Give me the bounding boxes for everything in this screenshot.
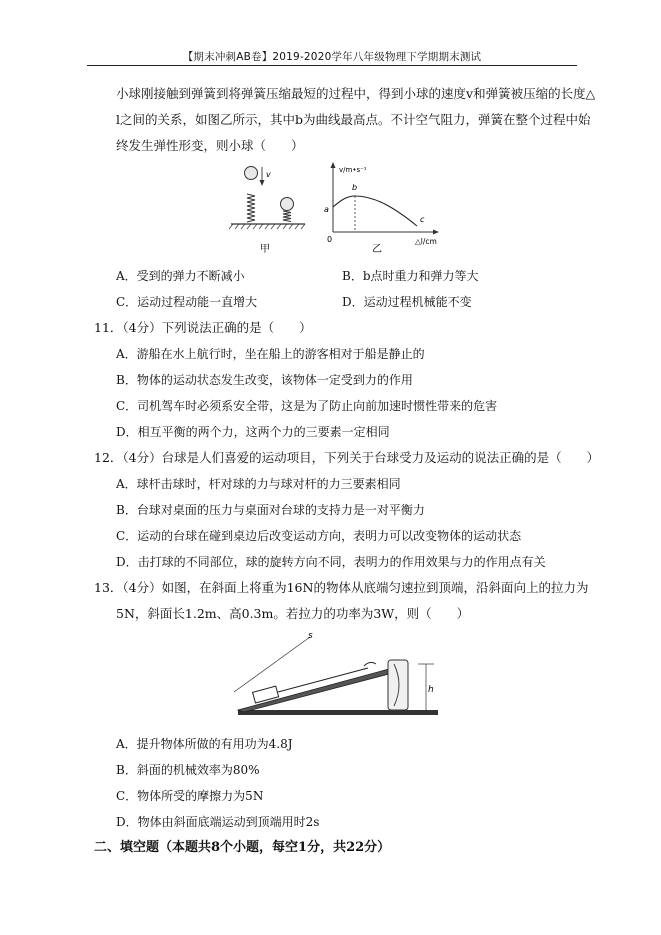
x-axis-arrow (433, 230, 439, 235)
q11-option-d: D．相互平衡的两个力，这两个力的三要素一定相同 (116, 425, 390, 439)
q12-option-a: A．球杆击球时，杆对球的力与球对杆的力三要素相同 (116, 477, 401, 491)
support-block (388, 660, 408, 710)
ground-hatch (229, 224, 305, 229)
header-rule (87, 65, 577, 66)
q10-stem-line-2: l之间的关系，如图乙所示，其中b为曲线最高点。不计空气阻力，弹簧在整个过程中始 (116, 112, 591, 127)
h-label: h (428, 685, 434, 695)
q11-option-c: C．司机驾车时必须系安全带，这是为了防止向前加速时惯性带来的危害 (116, 399, 498, 413)
y-axis-label: v/m•s⁻¹ (339, 166, 367, 174)
figure-yi (324, 162, 439, 255)
s-dimension-line (234, 637, 310, 692)
spring-compressed (283, 211, 291, 222)
point-a-label: a (324, 205, 329, 214)
point-b-label: b (352, 183, 358, 192)
origin-label: 0 (327, 235, 333, 244)
q10-stem-line-3: 终发生弹性形变，则小球（ ） (116, 138, 304, 153)
v-label: v (266, 170, 271, 179)
q13-stem-line-2: 5N，斜面长1.2m、高0.3m。若拉力的功率为3W，则（ ） (116, 606, 470, 621)
x-axis-label: △l/cm (415, 237, 437, 246)
q10-option-c: C．运动过程动能一直增大 (116, 295, 258, 309)
q10-stem-line-1: 小球刚接触到弹簧到将弹簧压缩最短的过程中，得到小球的速度v和弹簧被压缩的长度△ (116, 86, 596, 101)
page-header: 【期末冲刺AB卷】2019-2020学年八年级物理下学期期末测试 (182, 51, 482, 63)
figure-jia (229, 167, 305, 256)
q11-stem: 11．（4分）下列说法正确的是（ ） (94, 320, 312, 335)
q10-figure (225, 160, 455, 260)
q10-option-d: D．运动过程机械能不变 (342, 295, 472, 309)
q13-option-c: C．物体所受的摩擦力为5N (116, 789, 264, 803)
q10-option-a: A．受到的弹力不断减小 (116, 269, 245, 283)
ball-falling (245, 167, 258, 180)
pulling-hand (364, 662, 376, 666)
q13-stem-line-1: 13．（4分）如图，在斜面上将重为16N的物体从底端匀速拉到顶端，沿斜面向上的拉力为 (94, 580, 589, 595)
q13-option-a: A．提升物体所做的有用功为4.8J (116, 737, 293, 751)
q13-incline-figure (228, 630, 448, 725)
caption-jia: 甲 (260, 244, 270, 255)
y-axis-arrow (331, 162, 336, 168)
velocity-curve (333, 196, 417, 226)
q13-option-d: D．物体由斜面底端运动到顶端用时2s (116, 815, 320, 829)
ball-on-spring (281, 198, 294, 211)
q12-option-c: C．运动的台球在碰到桌边后改变运动方向，表明力可以改变物体的运动状态 (116, 529, 522, 543)
caption-yi: 乙 (372, 244, 382, 255)
incline-board (238, 666, 404, 712)
q12-option-d: D．击打球的不同部位，球的旋转方向不同，表明力的作用效果与力的作用点有关 (116, 555, 546, 569)
spring-uncompressed (247, 194, 255, 222)
q10-option-b: B．b点时重力和弹力等大 (342, 269, 479, 283)
q13-option-b: B．斜面的机械效率为80% (116, 763, 260, 777)
q11-option-a: A．游船在水上航行时，坐在船上的游客相对于船是静止的 (116, 347, 425, 361)
s-label: s (308, 631, 313, 641)
base-board (238, 710, 438, 715)
point-c-label: c (420, 215, 425, 224)
section-2-heading: 二、填空题（本题共8个小题，每空1分，共22分） (94, 840, 391, 855)
q11-option-b: B．物体的运动状态发生改变，该物体一定受到力的作用 (116, 373, 413, 387)
q12-stem: 12．（4分）台球是人们喜爱的运动项目，下列关于台球受力及运动的说法正确的是（ ） (94, 450, 600, 465)
velocity-arrow-head (260, 180, 265, 186)
q12-option-b: B．台球对桌面的压力与桌面对台球的支持力是一对平衡力 (116, 503, 425, 517)
